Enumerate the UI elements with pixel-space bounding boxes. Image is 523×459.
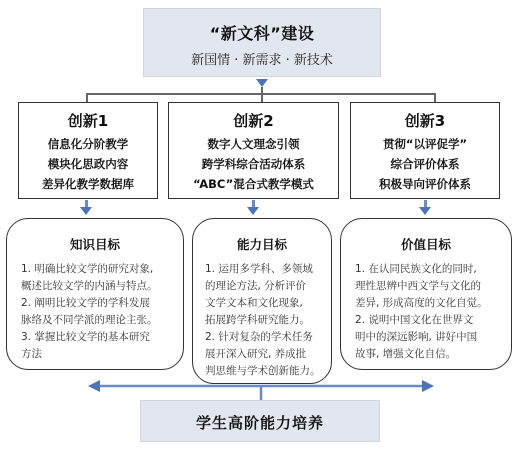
down-arrow-icon <box>247 207 259 215</box>
footer-box <box>140 400 380 442</box>
goal-line: 差异, 形成高度的文化自觉。 <box>355 297 488 309</box>
innovation-item: 模块化思政内容 <box>47 157 129 171</box>
goal-line: 判思维与学术创新能力。 <box>205 365 321 377</box>
goal-line: 理性思辨中西文学与文化的 <box>355 280 481 292</box>
goal-line: 展开深入研究, 养成批 <box>205 348 307 360</box>
goal-line: 的理论方法, 分析评价 <box>205 280 307 292</box>
goal-line: 1. 运用多学科、多领域 <box>205 263 313 275</box>
down-arrow-icon <box>419 207 431 215</box>
branch-center <box>261 93 263 102</box>
innovation-item: 差异化教学数据库 <box>42 177 134 191</box>
header-subtitle: 新国情 · 新需求 · 新技术 <box>191 53 333 68</box>
goal-line: 拓展跨学科研究能力。 <box>205 314 310 326</box>
header-arrow-icon <box>256 79 268 87</box>
innovation-title: 创新1 <box>67 112 109 130</box>
innovation-item: 跨学科综合活动体系 <box>201 157 306 171</box>
goal-line: 脉络及不同学派的理论主张。 <box>21 314 158 326</box>
goal-card-knowledge <box>6 218 184 370</box>
innovation-item: 贯彻“以评促学” <box>382 137 468 151</box>
innovation-item: 综合评价体系 <box>390 157 460 171</box>
header-box <box>143 8 381 77</box>
header-title: “新文科”建设 <box>209 24 315 43</box>
goal-line: 3. 掌握比较文学的基本研究 <box>21 331 150 343</box>
goal-line: 1. 明确比较文学的研究对象, <box>21 263 154 275</box>
innovation-title: 创新2 <box>233 112 274 130</box>
innovation-item: “ABC”混合式教学模式 <box>193 177 314 191</box>
innovation-card-2 <box>168 102 339 199</box>
goal-line: 明中的深远影响, 讲好中国 <box>355 331 478 343</box>
goal-line: 1. 在认同民族文化的同时, <box>355 263 477 275</box>
goal-card-ability <box>192 218 332 384</box>
innovation-item: 数字人文理念引领 <box>207 137 300 151</box>
goal-line: 2. 说明中国文化在世界文 <box>355 314 474 326</box>
goal-line: 2. 针对复杂的学术任务 <box>205 331 313 343</box>
goal-line: 概述比较文学的内涵与特点。 <box>21 280 158 292</box>
footer-title: 学生高阶能力培养 <box>195 414 324 432</box>
goal-line: 故事, 增强文化自信。 <box>355 348 457 360</box>
goal-line: 文学文本和文化现象, <box>205 297 303 309</box>
goal-line: 方法 <box>21 348 42 360</box>
goal-card-value <box>340 218 512 370</box>
goal-title: 能力目标 <box>236 237 287 252</box>
branch-right <box>434 93 436 102</box>
innovation-card-1 <box>18 102 158 199</box>
innovation-title: 创新3 <box>404 112 446 130</box>
innovation-item: 信息化分阶教学 <box>47 137 129 151</box>
branch-left <box>86 93 88 102</box>
innovation-item: 积极导向评价体系 <box>379 177 471 191</box>
goal-line: 2. 阐明比较文学的学科发展 <box>21 297 150 309</box>
goal-title: 知识目标 <box>69 237 120 252</box>
down-arrow-icon <box>80 207 92 215</box>
goal-title: 价值目标 <box>400 237 451 252</box>
innovation-card-3 <box>350 102 500 199</box>
